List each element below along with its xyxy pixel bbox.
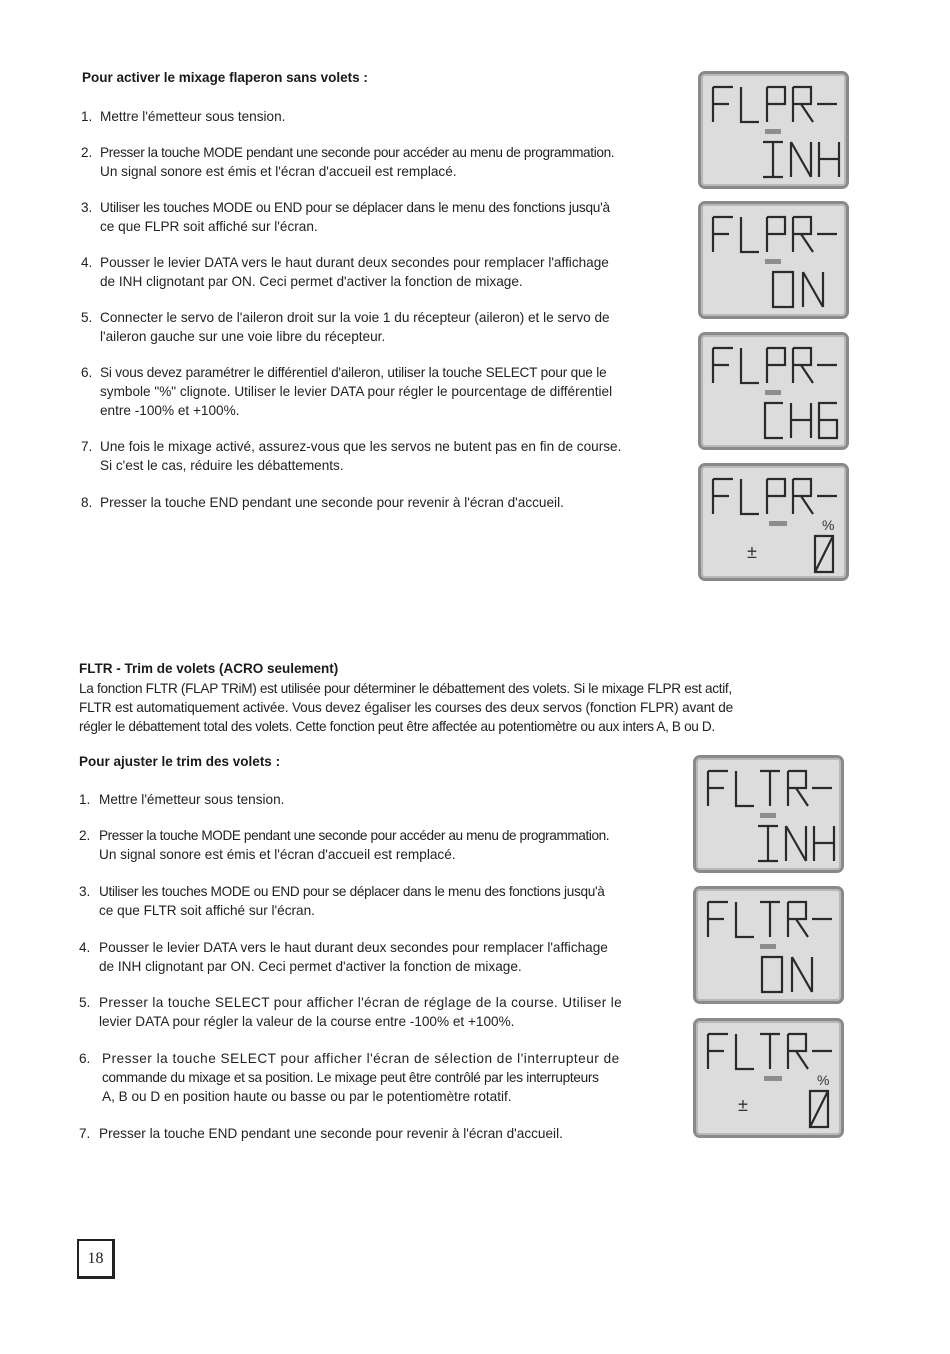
- page-number: 18: [77, 1239, 115, 1279]
- section1-heading: Pour activer le mixage flaperon sans volets :: [82, 70, 368, 85]
- list-item: 1. Mettre l'émetteur sous tension.: [79, 792, 285, 807]
- list-item: 3. Utiliser les touches MODE ou END pour se déplacer dans le menu des fonctions jusqu'à ce que FLTR soit affiché sur l'écran.: [79, 884, 605, 918]
- percent-symbol: %: [817, 1072, 830, 1088]
- lcd-display-fltr-on: [693, 886, 844, 1004]
- list-item: 7. Une fois le mixage activé, assurez-vous que les servos ne butent pas en fin de course. Si c'est le cas, réduire les débattements.: [81, 439, 622, 473]
- lcd-display-flpr-percent: [698, 463, 849, 581]
- list-item: 6. Presser la touche SELECT pour afficher l'écran de sélection de l'interrupteur de commande du mixage et sa position. Le mixage peut être contrôlé par les interrupteurs A, B ou D en position haute ou basse ou par le potentiomètre rotatif.: [79, 1051, 620, 1104]
- lcd-display-flpr-on: [698, 201, 849, 319]
- list-item: 2. Presser la touche MODE pendant une seconde pour accéder au menu de programmation. Un signal sonore est émis et l'écran d'accueil est remplacé.: [81, 145, 615, 179]
- section2-title: FLTR - Trim de volets (ACRO seulement): [79, 661, 339, 676]
- lcd-segments: [696, 758, 841, 870]
- lcd-segments: [701, 204, 846, 316]
- list-item: 5. Connecter le servo de l'aileron droit sur la voie 1 du récepteur (aileron) et le servo de l'aileron gauche sur une voie libre du récepteur.: [81, 310, 610, 344]
- lcd-display-fltr-inh: [693, 755, 844, 873]
- list-item: 3. Utiliser les touches MODE ou END pour se déplacer dans le menu des fonctions jusqu'à ce que FLPR soit affiché sur l'écran.: [81, 200, 610, 234]
- list-item: 4. Pousser le levier DATA vers le haut durant deux secondes pour remplacer l'affichage de INH clignotant par ON. Ceci permet d'activer la fonction de mixage.: [79, 940, 608, 974]
- plus-minus-symbol: ±: [738, 1095, 748, 1115]
- percent-symbol: %: [822, 517, 835, 533]
- lcd-segments: [696, 1021, 841, 1135]
- plus-minus-symbol: ±: [747, 542, 757, 562]
- lcd-segments: [701, 466, 846, 578]
- list-item: 5. Presser la touche SELECT pour afficher l'écran de réglage de la course. Utiliser le levier DATA pour régler la valeur de la course entre -100% et +100%.: [79, 995, 623, 1029]
- lcd-segments: [701, 335, 846, 447]
- list-item: 7. Presser la touche END pendant une seconde pour revenir à l'écran d'accueil.: [79, 1126, 563, 1141]
- lcd-display-flpr-inh: [698, 71, 849, 189]
- section2-intro: La fonction FLTR (FLAP TRiM) est utilisée pour déterminer le débattement des volets. Si le mixage FLPR est actif, FLTR est automatiquement activée. Vous devez égaliser les courses des deux servos (fonction FLPR) avant de régler le débattement total des volets. Cette fonction peut être affectée au potentiomètre ou aux inters A, B ou D.: [79, 681, 734, 734]
- lcd-segments: [701, 74, 846, 186]
- list-item: 4. Pousser le levier DATA vers le haut durant deux secondes pour remplacer l'affichage de INH clignotant par ON. Ceci permet d'activer la fonction de mixage.: [81, 255, 609, 289]
- list-item: 6. Si vous devez paramétrer le différentiel d'aileron, utiliser la touche SELECT pour que le symbole "%" clignote. Utiliser le levier DATA pour régler le pourcentage de différentiel entre -100% et +100%.: [81, 365, 613, 418]
- lcd-segments: [696, 889, 841, 1001]
- list-item: 2. Presser la touche MODE pendant une seconde pour accéder au menu de programmation. Un signal sonore est émis et l'écran d'accueil est remplacé.: [79, 828, 610, 862]
- list-item: 8. Presser la touche END pendant une seconde pour revenir à l'écran d'accueil.: [81, 495, 564, 510]
- lcd-display-flpr-ch6: [698, 332, 849, 450]
- lcd-display-fltr-percent: [693, 1018, 844, 1138]
- section2-heading: Pour ajuster le trim des volets :: [79, 754, 281, 769]
- list-item: 1. Mettre l'émetteur sous tension.: [81, 109, 286, 124]
